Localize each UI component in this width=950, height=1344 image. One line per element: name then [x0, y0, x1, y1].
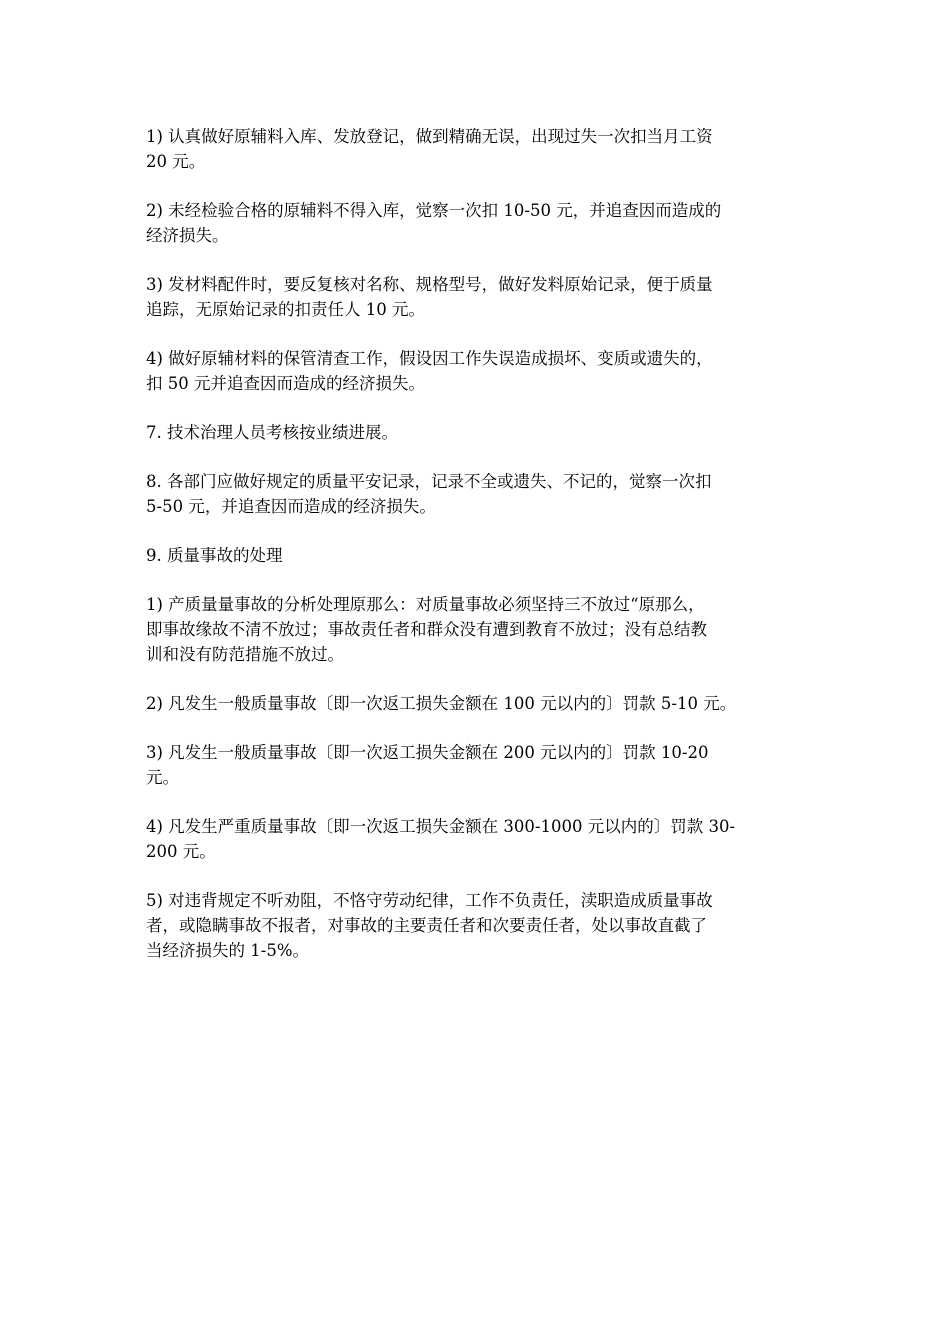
- paragraph-line: 1) 产质量量事故的分析处理原那么：对质量事故必须坚持三不放过“原那么，: [146, 595, 705, 614]
- paragraph-line: 1) 认真做好原辅料入库、发放登记，做到精确无误，出现过失一次扣当月工资: [146, 127, 713, 146]
- paragraph-line: 5-50 元，并追查因而造成的经济损失。: [146, 497, 436, 516]
- paragraph-1-4: [146, 346, 806, 396]
- paragraph-section-8: [146, 469, 806, 519]
- paragraph-1-1: [146, 124, 806, 174]
- paragraph-line: 4) 凡发生严重质量事故〔即一次返工损失金额在 300-1000 元以内的〕罚款 30-: [146, 817, 736, 836]
- paragraph-line: 当经济损失的 1-5%。: [146, 941, 309, 960]
- paragraph-line: 3) 凡发生一般质量事故〔即一次返工损失金额在 200 元以内的〕罚款 10-20: [146, 743, 709, 762]
- paragraph-1-2: [146, 198, 806, 248]
- paragraph-9-1: [146, 592, 806, 667]
- paragraph-line: 2) 凡发生一般质量事故〔即一次返工损失金额在 100 元以内的〕罚款 5-10 元。: [146, 694, 737, 713]
- paragraph-9-3: [146, 740, 806, 790]
- section-heading: 9. 质量事故的处理: [146, 546, 283, 565]
- paragraph-9-5: [146, 888, 806, 963]
- paragraph-line: 者，或隐瞒事故不报者，对事故的主要责任者和次要责任者，处以事故直截了: [146, 916, 707, 935]
- paragraph-line: 20 元。: [146, 152, 206, 171]
- paragraph-line: 训和没有防范措施不放过。: [146, 645, 344, 664]
- paragraph-line: 3) 发材料配件时，要反复核对名称、规格型号，做好发料原始记录，便于质量: [146, 275, 713, 294]
- paragraph-line: 2) 未经检验合格的原辅料不得入库，觉察一次扣 10-50 元，并追查因而造成的: [146, 201, 722, 220]
- paragraph-9-2: [146, 691, 806, 716]
- paragraph-line: 8. 各部门应做好规定的质量平安记录，记录不全或遗失、不记的，觉察一次扣: [146, 472, 712, 491]
- paragraph-line: 5) 对违背规定不听劝阻，不恪守劳动纪律，工作不负责任，渎职造成质量事故: [146, 891, 713, 910]
- paragraph-line: 即事故缘故不清不放过；事故责任者和群众没有遭到教育不放过；没有总结教: [146, 620, 707, 639]
- paragraph-section-9-heading: [146, 543, 806, 568]
- paragraph-line: 200 元。: [146, 842, 216, 861]
- document-body: [146, 124, 806, 987]
- paragraph-section-7: [146, 420, 806, 445]
- paragraph-1-3: [146, 272, 806, 322]
- paragraph-line: 追踪，无原始记录的扣责任人 10 元。: [146, 300, 425, 319]
- paragraph-line: 4) 做好原辅材料的保管清查工作，假设因工作失误造成损坏、变质或遗失的，: [146, 349, 713, 368]
- paragraph-line: 7. 技术治理人员考核按业绩进展。: [146, 423, 398, 442]
- paragraph-line: 元。: [146, 768, 179, 787]
- paragraph-9-4: [146, 814, 806, 864]
- paragraph-line: 扣 50 元并追查因而造成的经济损失。: [146, 374, 425, 393]
- paragraph-line: 经济损失。: [146, 226, 229, 245]
